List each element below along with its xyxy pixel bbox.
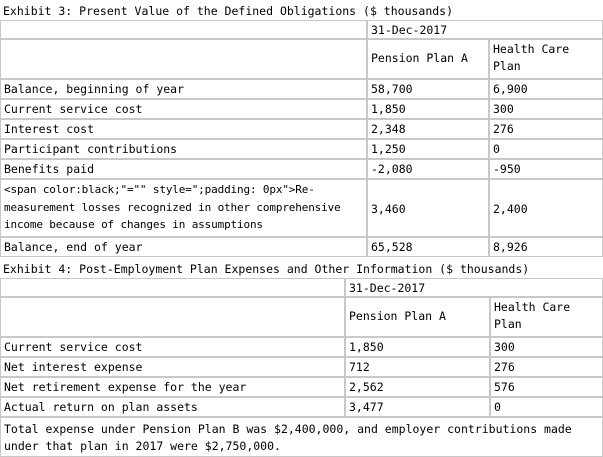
health-value: 276: [489, 119, 603, 139]
pension-value: 3,460: [367, 179, 489, 237]
health-value: 0: [489, 139, 603, 159]
pension-value: -2,080: [367, 159, 489, 179]
row-label: Current service cost: [0, 99, 367, 119]
health-value: -950: [489, 159, 603, 179]
health-value: 576: [490, 377, 603, 397]
pension-value: 2,348: [367, 119, 489, 139]
health-value: 6,900: [489, 79, 603, 99]
empty-header-cell: [0, 278, 345, 297]
empty-header-cell: [0, 39, 367, 79]
column-header-pension-plan-a: Pension Plan A: [367, 39, 489, 79]
pension-value: 1,250: [367, 139, 489, 159]
pension-value: 1,850: [345, 337, 490, 357]
column-header-health-care-plan: Health Care Plan: [490, 297, 603, 337]
row-label: Actual return on plan assets: [0, 397, 345, 417]
health-value: 8,926: [489, 237, 603, 257]
pension-value: 712: [345, 357, 490, 377]
empty-header-cell: [0, 297, 345, 337]
column-header-pension-plan-a: Pension Plan A: [345, 297, 490, 337]
row-label: Balance, end of year: [0, 237, 367, 257]
row-label: Net retirement expense for the year: [0, 377, 345, 397]
pension-value: 1,850: [367, 99, 489, 119]
row-label: Current service cost: [0, 337, 345, 357]
row-label: Participant contributions: [0, 139, 367, 159]
row-label: <span color:black;"="" style=";padding: 0px">Re-measurement losses recognized in other comprehensive income because of changes in assumptions: [0, 179, 367, 237]
row-label: Interest cost: [0, 119, 367, 139]
exhibit-4-table: [0, 258, 603, 417]
exhibit-4-title: Exhibit 4: Post-Employment Plan Expenses and Other Information ($ thousands): [3, 262, 530, 276]
empty-header-cell: [0, 20, 367, 39]
pension-value: 58,700: [367, 79, 489, 99]
column-header-health-care-plan: Health Care Plan: [489, 39, 603, 79]
health-value: 2,400: [489, 179, 603, 237]
health-value: 276: [490, 357, 603, 377]
pension-value: 2,562: [345, 377, 490, 397]
row-label: Benefits paid: [0, 159, 367, 179]
row-label: Balance, beginning of year: [0, 79, 367, 99]
date-header: 31-Dec-2017: [367, 20, 603, 39]
health-value: 300: [490, 337, 603, 357]
exhibit-3-title: Exhibit 3: Present Value of the Defined Obligations ($ thousands): [3, 4, 454, 18]
health-value: 300: [489, 99, 603, 119]
health-value: 0: [490, 397, 603, 417]
pension-value: 65,528: [367, 237, 489, 257]
date-header: 31-Dec-2017: [345, 278, 603, 297]
pension-value: 3,477: [345, 397, 490, 417]
exhibit-4-note: Total expense under Pension Plan B was $2,400,000, and employer contributions made under that plan in 2017 were $2,750,000.: [0, 417, 603, 457]
row-label: Net interest expense: [0, 357, 345, 377]
